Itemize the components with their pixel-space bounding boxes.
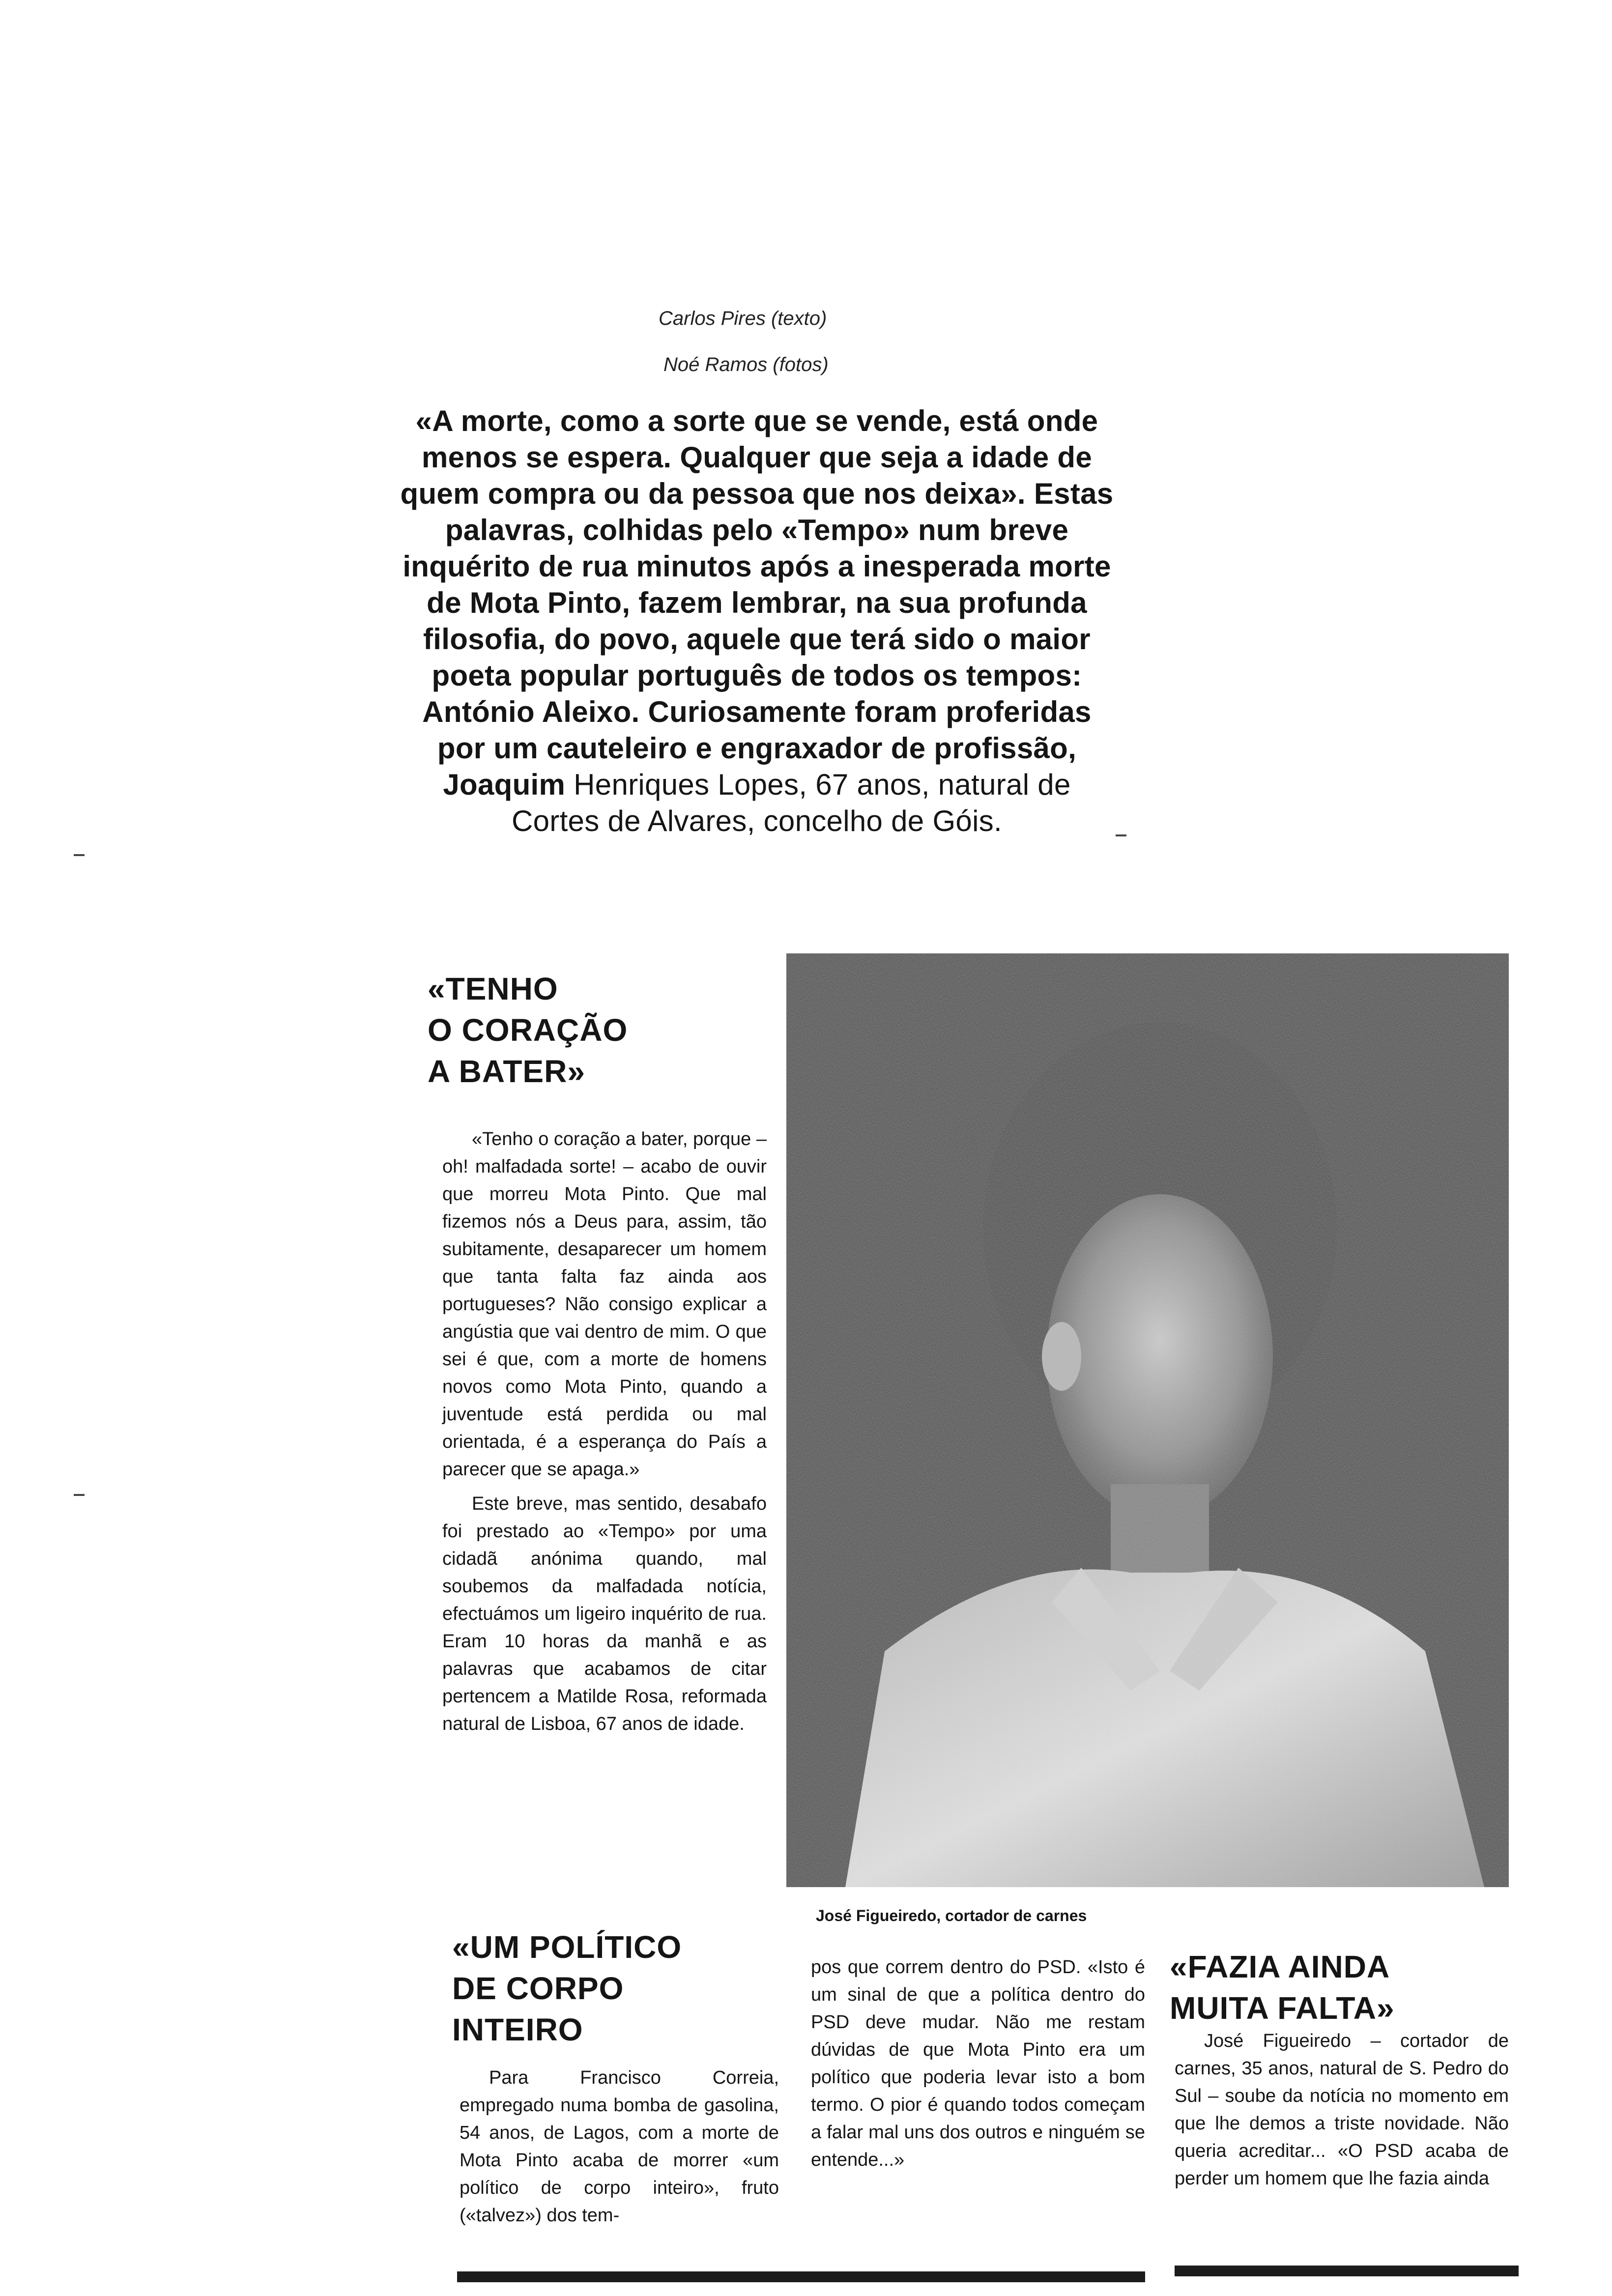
section2-paragraph: Para Francisco Correia, empregado numa bomba de gasolina, 54 anos, de Lagos, com a morte de Mota Pinto acaba de morrer «um político de corpo inteiro», fruto («talvez») dos tem- (460, 2067, 779, 2226)
section1-heading-line: «TENHO (428, 971, 558, 1006)
section2-continuation (811, 1953, 1145, 2181)
bottom-rule-right (1175, 2266, 1519, 2276)
margin-mark (1116, 834, 1126, 836)
lead-paragraph (398, 403, 1116, 839)
section2-heading-line: «UM POLÍTICO (452, 1929, 682, 1965)
text-author-credit: Carlos Pires (texto) (659, 308, 827, 329)
section2-heading-line: INTEIRO (452, 2012, 583, 2047)
section3-heading-line: MUITA FALTA» (1170, 1990, 1395, 2026)
section2-body (460, 2064, 779, 2236)
section2-continuation-paragraph: pos que correm dentro do PSD. «Isto é um sinal de que a política dentro do PSD deve mudar. Não me restam dúvidas de que Mota Pinto era um político que poderia levar isto a bom termo. O pior é quando todos começam a falar mal uns dos outros e ninguém se entende...» (811, 1957, 1145, 2170)
margin-mark (74, 854, 85, 856)
section1-heading (428, 968, 628, 1092)
section1-paragraph: Este breve, mas sentido, desabafo foi prestado ao «Tempo» por uma cidadã anónima quando, mal soubemos da malfadada notícia, efectuámos um ligeiro inquérito de rua. Eram 10 horas da manhã e as palavras que acabamos de citar pertencem a Matilde Rosa, reformada natural de Lisboa, 67 anos de idade. (442, 1493, 767, 1734)
lead-light-text: Henriques Lopes, 67 anos, natural de Cortes de Alvares, concelho de Góis. (512, 768, 1071, 837)
margin-mark (74, 1494, 85, 1496)
section3-paragraph: José Figueiredo – cortador de carnes, 35 anos, natural de S. Pedro do Sul – soube da notícia no momento em que lhe demos a triste novidade. Não queria acreditar... «O PSD acaba de perder um homem que lhe fazia ainda (1175, 2031, 1509, 2189)
section3-heading (1170, 1946, 1395, 2029)
portrait-photo (786, 953, 1509, 1887)
section1-paragraph: «Tenho o coração a bater, porque – oh! malfadada sorte! – acabo de ouvir que morreu Mota Pinto. Que mal fizemos nós a Deus para, assim, tão subitamente, desaparecer um homem que tanta falta faz ainda aos portugueses? Não consigo explicar a angústia que vai dentro de mim. O que sei é que, com a morte de homens novos como Mota Pinto, quando a juventude está perdida ou mal orientada, é a esperança do País a parecer que se apaga.» (442, 1129, 767, 1480)
photo-caption: José Figueiredo, cortador de carnes (816, 1907, 1087, 1924)
section1-heading-line: O CORAÇÃO (428, 1012, 628, 1048)
section2-heading (452, 1926, 682, 2050)
section2-heading-line: DE CORPO (452, 1971, 624, 2006)
lead-bold-text: «A morte, como a sorte que se vende, está onde menos se espera. Qualquer que seja a idade de quem compra ou da pessoa que nos deixa». Estas palavras, colhidas pelo «Tempo» num breve inquérito de rua minutos após a inesperada morte de Mota Pinto, fazem lembrar, na sua profunda filosofia, do povo, aquele que terá sido o maior poeta popular português de todos os tempos: António Aleixo. Curiosamente foram proferidas por um cauteleiro e engraxador de profissão, Joaquim (400, 404, 1114, 801)
section1-heading-line: A BATER» (428, 1054, 585, 1089)
bottom-rule-left (457, 2271, 1145, 2282)
section3-body (1175, 2027, 1509, 2199)
portrait-photo-graphic (786, 953, 1509, 1887)
section1-body (442, 1125, 767, 1745)
photo-author-credit: Noé Ramos (fotos) (663, 354, 829, 375)
section3-heading-line: «FAZIA AINDA (1170, 1949, 1390, 1984)
